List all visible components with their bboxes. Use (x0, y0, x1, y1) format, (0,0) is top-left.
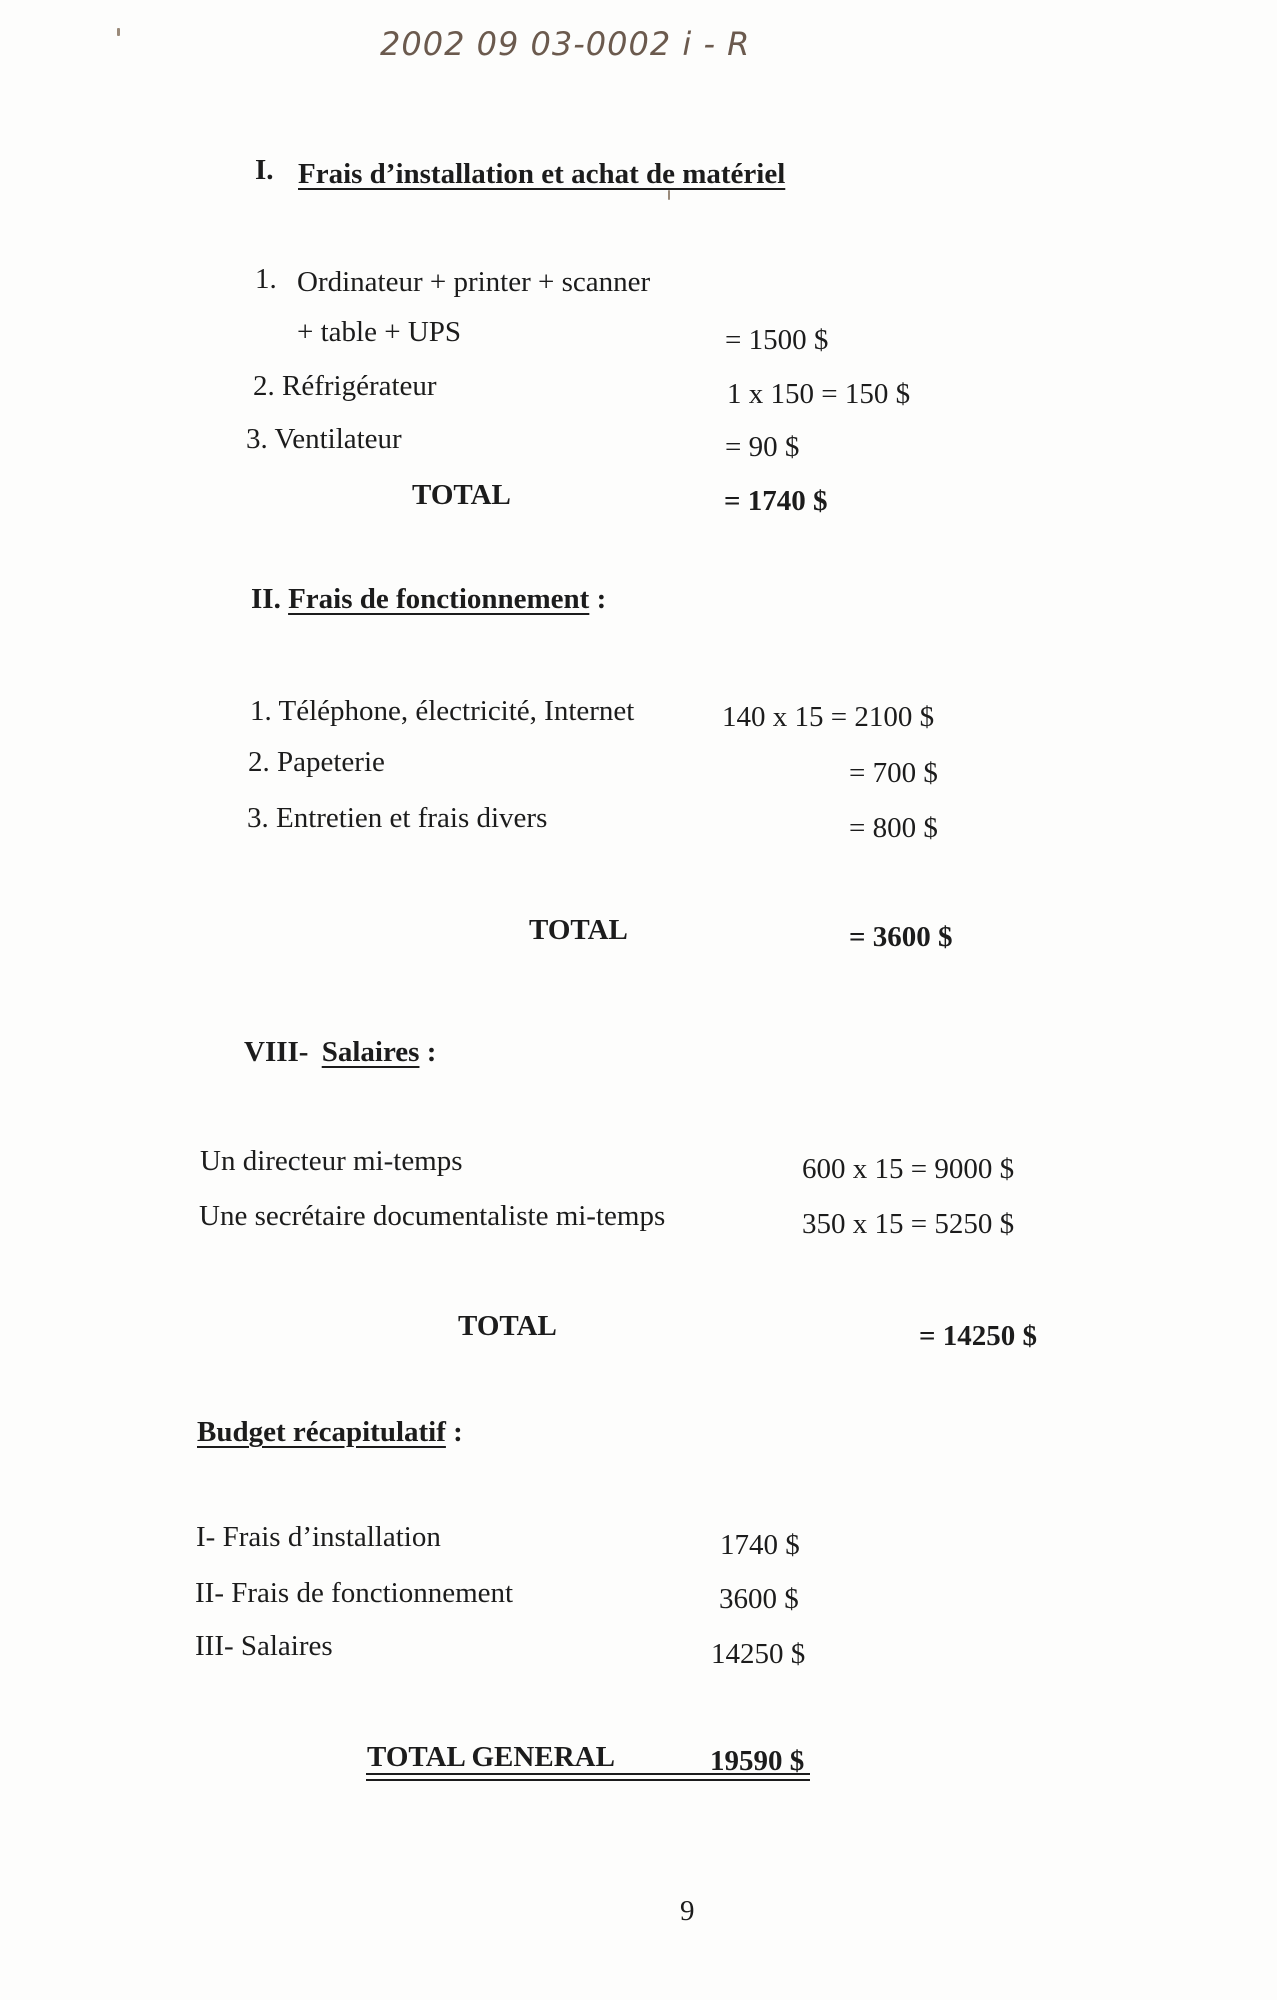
section1-item3-num: 3. (246, 423, 268, 455)
section3-item2-amount: 350 x 15 = 5250 $ (802, 1208, 1015, 1240)
section1-item3-text: Ventilateur (274, 423, 402, 455)
section1-item1-label-cont: + table + UPS (297, 316, 462, 348)
section3-item2-label: Une secrétaire documentaliste mi-temps (199, 1200, 666, 1232)
recap-heading (197, 1418, 463, 1447)
scan-speck (117, 28, 120, 36)
section2-item3-amount: = 800 $ (849, 812, 938, 844)
section2-item2-label (248, 748, 385, 777)
recap-colon: : (453, 1416, 463, 1448)
section1-item1-amount: = 1500 $ (725, 324, 829, 356)
section1-item1-label: Ordinateur + printer + scanner (297, 266, 651, 298)
recap-title: Budget récapitulatif (197, 1416, 446, 1448)
scan-speck (668, 190, 670, 200)
section1-total-value: = 1740 $ (724, 485, 828, 517)
grand-total-double-underline (366, 1773, 810, 1781)
recap-item2-label: II- Frais de fonctionnement (195, 1577, 514, 1609)
section2-item1-label (250, 697, 634, 726)
section1-title: Frais d’installation et achat de matériel (298, 158, 786, 190)
section1-item2-amount: 1 x 150 = 150 $ (727, 378, 911, 410)
section2-item3-label (247, 804, 547, 833)
section2-item3-num: 3. (247, 802, 269, 834)
section1-item3-label (246, 425, 402, 454)
section2-total-value: = 3600 $ (849, 921, 953, 953)
recap-item3-label: III- Salaires (195, 1630, 333, 1662)
section2-item2-text: Papeterie (277, 746, 385, 778)
section2-heading (251, 585, 606, 614)
section1-item2-label (253, 372, 437, 401)
recap-item3-amount: 14250 $ (711, 1638, 806, 1670)
section2-numeral: II. (251, 583, 281, 615)
section1-total-label: TOTAL (412, 479, 511, 511)
section2-item2-amount: = 700 $ (849, 757, 938, 789)
recap-item1-amount: 1740 $ (720, 1529, 800, 1561)
section1-item2-text: Réfrigérateur (282, 370, 437, 402)
section3-colon: : (426, 1036, 437, 1068)
page-number: 9 (680, 1895, 695, 1927)
section2-item1-text: Téléphone, électricité, Internet (278, 695, 635, 727)
section2-item1-num: 1. (250, 695, 272, 727)
grand-total-label: TOTAL GENERAL (367, 1741, 615, 1773)
section1-item1-num: 1. (255, 263, 277, 295)
section3-heading (244, 1038, 436, 1067)
section2-item3-text: Entretien et frais divers (276, 802, 548, 834)
section3-item1-amount: 600 x 15 = 9000 $ (802, 1153, 1015, 1185)
section3-total-value: = 14250 $ (919, 1320, 1038, 1352)
section1-item3-amount: = 90 $ (725, 431, 800, 463)
handwritten-reference: 2002 09 03-0002 i - R (380, 25, 751, 63)
section2-total-label: TOTAL (529, 914, 628, 946)
section1-item2-num: 2. (253, 370, 275, 402)
section2-item1-amount: 140 x 15 = 2100 $ (722, 701, 935, 733)
section3-item1-label: Un directeur mi-temps (200, 1145, 463, 1177)
section3-total-label: TOTAL (458, 1310, 557, 1342)
section2-item2-num: 2. (248, 746, 270, 778)
section1-numeral: I. (255, 154, 274, 186)
recap-item2-amount: 3600 $ (719, 1583, 799, 1615)
section2-title: Frais de fonctionnement (288, 583, 590, 615)
grand-total-value: 19590 $ (710, 1745, 805, 1777)
recap-item1-label: I- Frais d’installation (196, 1521, 441, 1553)
section2-colon: : (596, 583, 607, 615)
section3-numeral: VIII- (244, 1036, 309, 1068)
section3-title: Salaires (321, 1036, 420, 1068)
